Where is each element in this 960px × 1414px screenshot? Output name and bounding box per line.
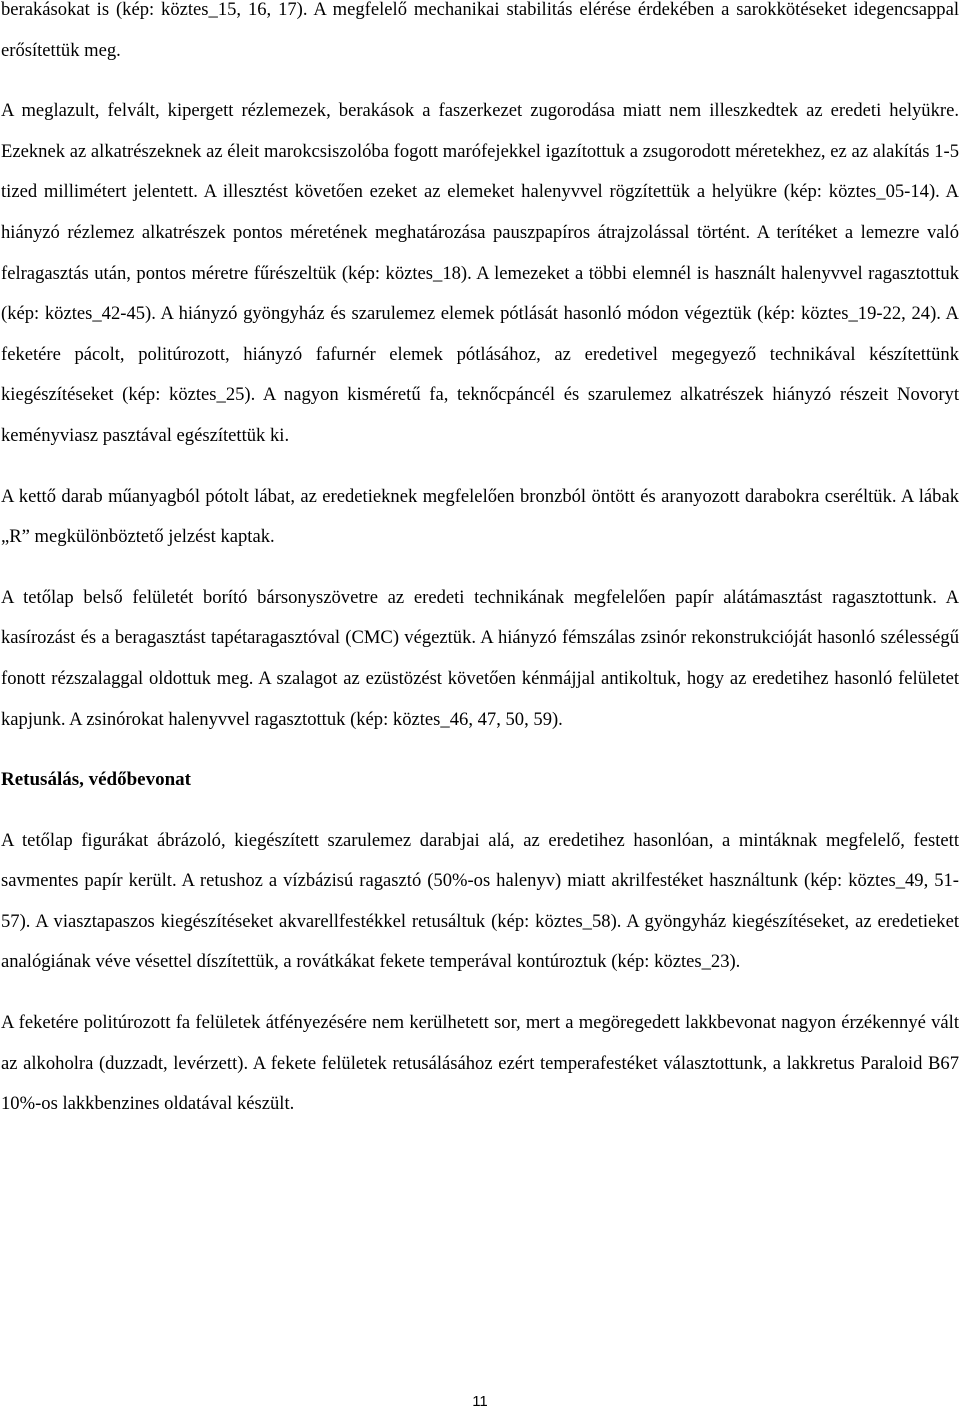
paragraph-retouching: A tetőlap figurákat ábrázoló, kiegészített szarulemez darabjai alá, az eredetihez hasonlóan, a mintáknak megfelelő, festett savmentes papír került. A retushoz a vízbázisú ragasztó (50%-os halenyv) miatt akrilfestéket használtunk (kép: köztes_49, 51-57). A viasztapaszos kiegészítéseket akvarellfestékkel retusáltuk (kép: köztes_58). A gyöngyház kiegészítéseket, az eredetieket analógiának véve vésettel díszítettük, a rovátkákat fekete temperával kontúroztuk (kép: köztes_23). xyxy=(1,829,959,973)
paragraph-continuation: berakásokat is (kép: köztes_15, 16, 17). A megfelelő mechanikai stabilitás elérése érdekében a sarokkötéseket idegencsappal erősítettük meg. xyxy=(1,0,959,61)
paragraph-legs: A kettő darab műanyagból pótolt lábat, az eredetieknek megfelelően bronzból öntött és aranyozott darabokra cseréltük. A lábak „R” megkülönböztető jelzést kaptak. xyxy=(1,485,959,548)
paragraph-lid-fabric: A tetőlap belső felületét borító bársonyszövetre az eredeti technikának megfelelően papír alátámasztást ragasztottunk. A kasírozást és a beragasztást tapétaragasztóval (CMC) végeztük. A hiányzó fémszálas zsinór rekonstrukcióját hasonló szélességű fonott rézszalaggal oldottuk meg. A szalagot az ezüstözést követően kénmájjal antikoltuk, hogy az eredetihez hasonló felületet kapjunk. A zsinórokat halenyvvel ragasztottuk (kép: köztes_46, 47, 50, 59). xyxy=(1,586,959,730)
section-heading: Retusálás, védőbevonat xyxy=(1,769,192,791)
page-number: 11 xyxy=(472,1393,488,1410)
document-body xyxy=(1,0,959,1125)
paragraph-plates-fitting: A meglazult, felvált, kipergett rézlemezek, berakások a faszerkezet zugorodása miatt nem illeszkedtek az eredeti helyükre. Ezeknek az alkatrészeknek az éleit marokcsiszolóba fogott marófejekkel igazítottuk a zsugorodott méretekhez, ez az alakítás 1-5 tized millimétert jelentett. A illesztést követően ezeket az elemeket halenyvvel rögzítettük a helyükre (kép: köztes_05-14). A hiányzó rézlemez alkatrészek pontos méretének meghatározása pauszpapíros átrajzolással történt. A terítéket a lemezre való felragasztás után, pontos méretre fűrészeltük (kép: köztes_18). A lemezeket a többi elemnél is használt halenyvvel ragasztottuk (kép: köztes_42-45). A hiányzó gyöngyház és szarulemez elemek pótlását hasonló módon végeztük (kép: köztes_19-22, 24). A feketére pácolt, politúrozott, hiányzó fafurnér elemek pótlásához, az eredetivel megegyező technikával készítettünk kiegészítéseket (kép: köztes_25). A nagyon kisméretű fa, teknőcpáncél és szarulemez alkatrészek hiányzó részeit Novoryt keményviasz pasztával egészítettük ki. xyxy=(1,100,959,446)
paragraph-varnish: A feketére politúrozott fa felületek átfényezésére nem kerülhetett sor, mert a megöregedett lakkbevonat nagyon érzékennyé vált az alkoholra (duzzadt, levérzett). A fekete felületek retusálásához ezért temperafestéket választottunk, a lakkretus Paraloid B67 10%-os lakkbenzines oldatával készült. xyxy=(1,1012,959,1115)
